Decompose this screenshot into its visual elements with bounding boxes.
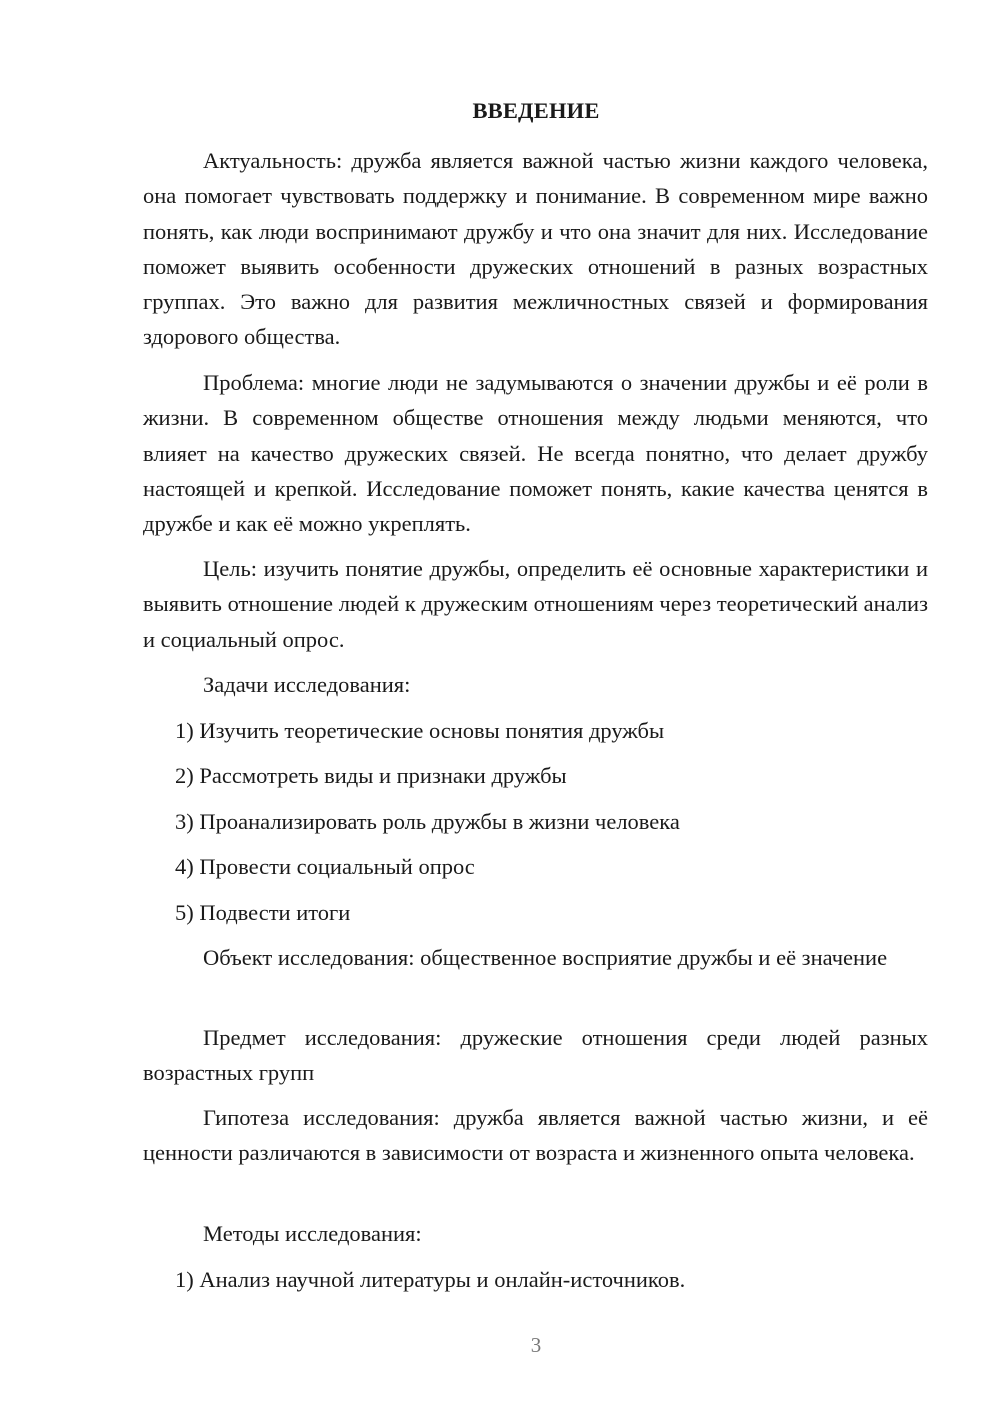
problem-paragraph: Проблема: многие люди не задумываются о значении дружбы и её роли в жизни. В современном обществе отношения между людьми меняются, что влияет на качество дружеских связей. Не всегда понятно, что делает дружбу настоящей и крепкой. Исследование поможет понять, какие качества ценятся в дружбе и как её можно укреплять.	[143, 370, 928, 537]
relevance-paragraph: Актуальность: дружба является важной частью жизни каждого человека, она помогает чувствовать поддержку и понимание. В современном мире важно понять, как люди воспринимают дружбу и что она значит для них. Исследование поможет выявить особенности дружеских отношений в разных возрастных группах. Это важно для развития межличностных связей и формирования здорового общества.	[143, 148, 928, 350]
method-item-1: 1) Анализ научной литературы и онлайн-источников.	[175, 1267, 686, 1292]
methods-heading: Методы исследования:	[203, 1221, 422, 1246]
object-paragraph: Объект исследования: общественное восприятие дружбы и её значение	[203, 945, 888, 970]
subject-paragraph: Предмет исследования: дружеские отношения среди людей разных возрастных групп	[143, 1025, 928, 1086]
task-item-1: 1) Изучить теоретические основы понятия дружбы	[175, 718, 665, 743]
task-item-4: 4) Провести социальный опрос	[175, 854, 475, 879]
goal-paragraph: Цель: изучить понятие дружбы, определить её основные характеристики и выявить отношение людей к дружеским отношениям через теоретический анализ и социальный опрос.	[143, 556, 928, 652]
task-item-2: 2) Рассмотреть виды и признаки дружбы	[175, 763, 567, 788]
task-item-3: 3) Проанализировать роль дружбы в жизни человека	[175, 809, 680, 834]
task-item-5: 5) Подвести итоги	[175, 900, 351, 925]
page-number: 3	[530, 1333, 542, 1357]
hypothesis-paragraph: Гипотеза исследования: дружба является важной частью жизни, и её ценности различаются в зависимости от возраста и жизненного опыта человека.	[143, 1105, 928, 1166]
section-heading: ВВЕДЕНИЕ	[472, 98, 600, 123]
tasks-heading: Задачи исследования:	[203, 672, 411, 697]
